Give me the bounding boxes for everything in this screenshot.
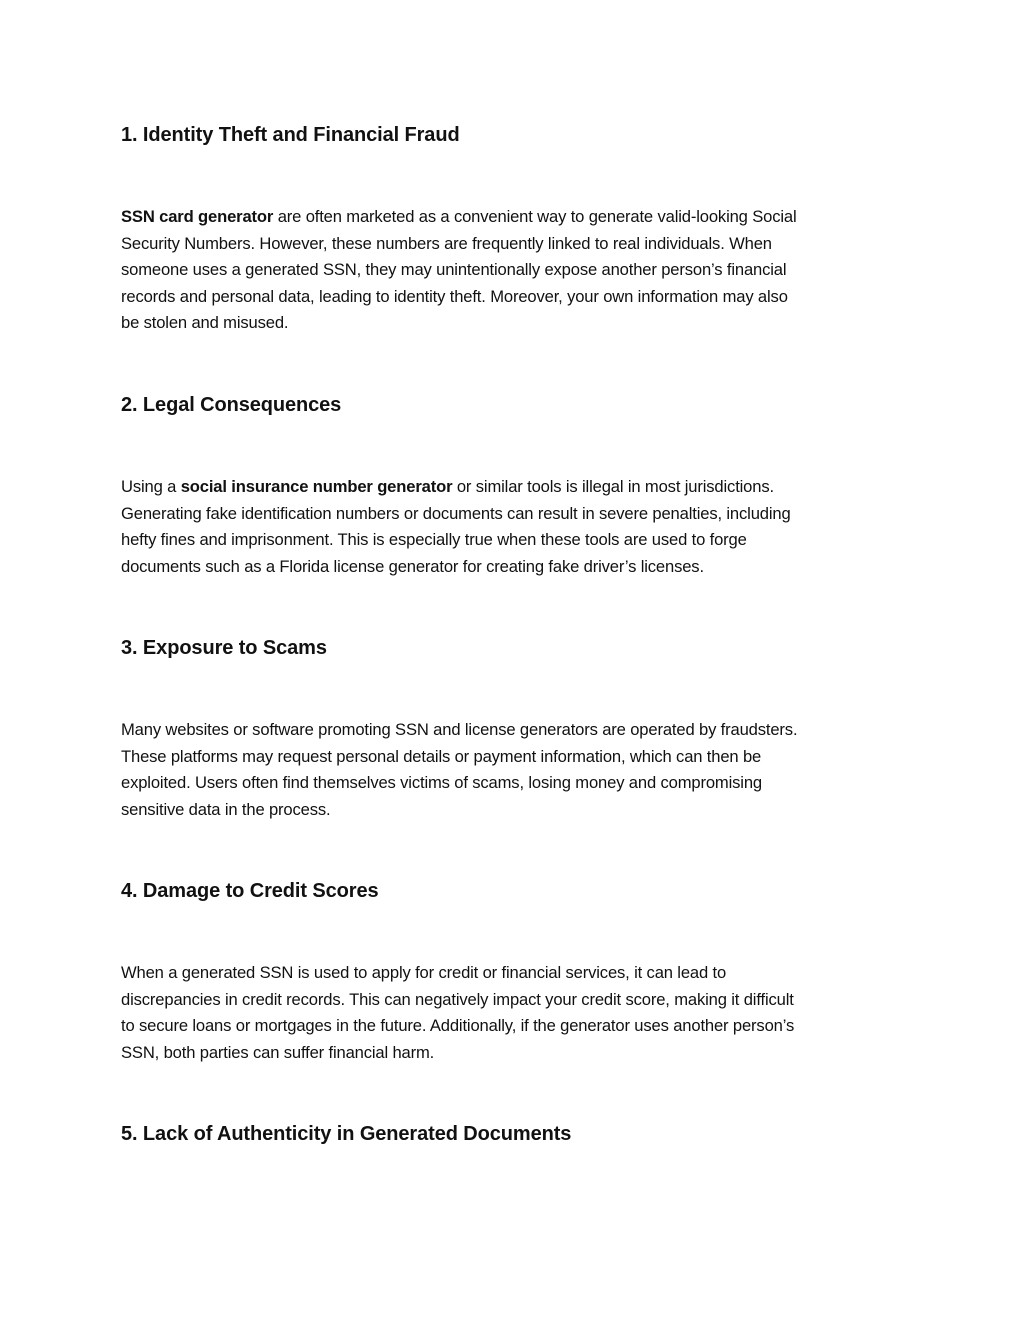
section-heading-damage-to-credit-scores: 4. Damage to Credit Scores <box>121 880 379 902</box>
paragraph-line: SSN, both parties can suffer financial harm. <box>121 1042 435 1062</box>
paragraph-line: SSN card generator are often marketed as a convenient way to generate valid-looking Social <box>121 207 797 226</box>
paragraph-line: These platforms may request personal details or payment information, which can then be <box>121 746 762 766</box>
paragraph-line: to secure loans or mortgages in the future. Additionally, if the generator uses another person’s <box>121 1016 795 1036</box>
section-heading-legal-consequences: 2. Legal Consequences <box>121 394 342 416</box>
section-paragraph-damage-to-credit-scores <box>121 960 901 1066</box>
bold-term-ssn-card-generator: SSN card generator <box>121 207 274 226</box>
paragraph-line: documents such as a Florida license generator for creating fake driver’s licenses. <box>121 556 704 576</box>
paragraph-line: discrepancies in credit records. This can negatively impact your credit score, making it difficult <box>121 989 794 1009</box>
paragraph-line: exploited. Users often find themselves victims of scams, losing money and compromising <box>121 773 762 793</box>
paragraph-line: be stolen and misused. <box>121 313 289 333</box>
section-heading-identity-theft: 1. Identity Theft and Financial Fraud <box>121 124 460 146</box>
section-paragraph-exposure-to-scams <box>121 717 901 823</box>
paragraph-line: someone uses a generated SSN, they may unintentionally expose another person’s financial <box>121 260 787 280</box>
paragraph-line: When a generated SSN is used to apply for credit or financial services, it can lead to <box>121 963 727 982</box>
bold-term-social-insurance-number-generator: social insurance number generator <box>180 477 453 496</box>
paragraph-line: sensitive data in the process. <box>121 799 331 819</box>
section-paragraph-identity-theft <box>121 204 901 337</box>
paragraph-line: Security Numbers. However, these numbers are frequently linked to real individuals. When <box>121 233 772 253</box>
section-heading-exposure-to-scams: 3. Exposure to Scams <box>121 637 327 659</box>
paragraph-line: Many websites or software promoting SSN and license generators are operated by fraudsters. <box>121 720 798 739</box>
paragraph-line: Using a social insurance number generator or similar tools is illegal in most jurisdictions. <box>121 477 774 496</box>
paragraph-line: hefty fines and imprisonment. This is especially true when these tools are used to forge <box>121 530 747 550</box>
section-paragraph-legal-consequences <box>121 474 901 580</box>
paragraph-line: Generating fake identification numbers or documents can result in severe penalties, including <box>121 503 791 523</box>
section-heading-lack-of-authenticity: 5. Lack of Authenticity in Generated Documents <box>121 1123 572 1145</box>
paragraph-line: records and personal data, leading to identity theft. Moreover, your own information may also <box>121 286 788 306</box>
